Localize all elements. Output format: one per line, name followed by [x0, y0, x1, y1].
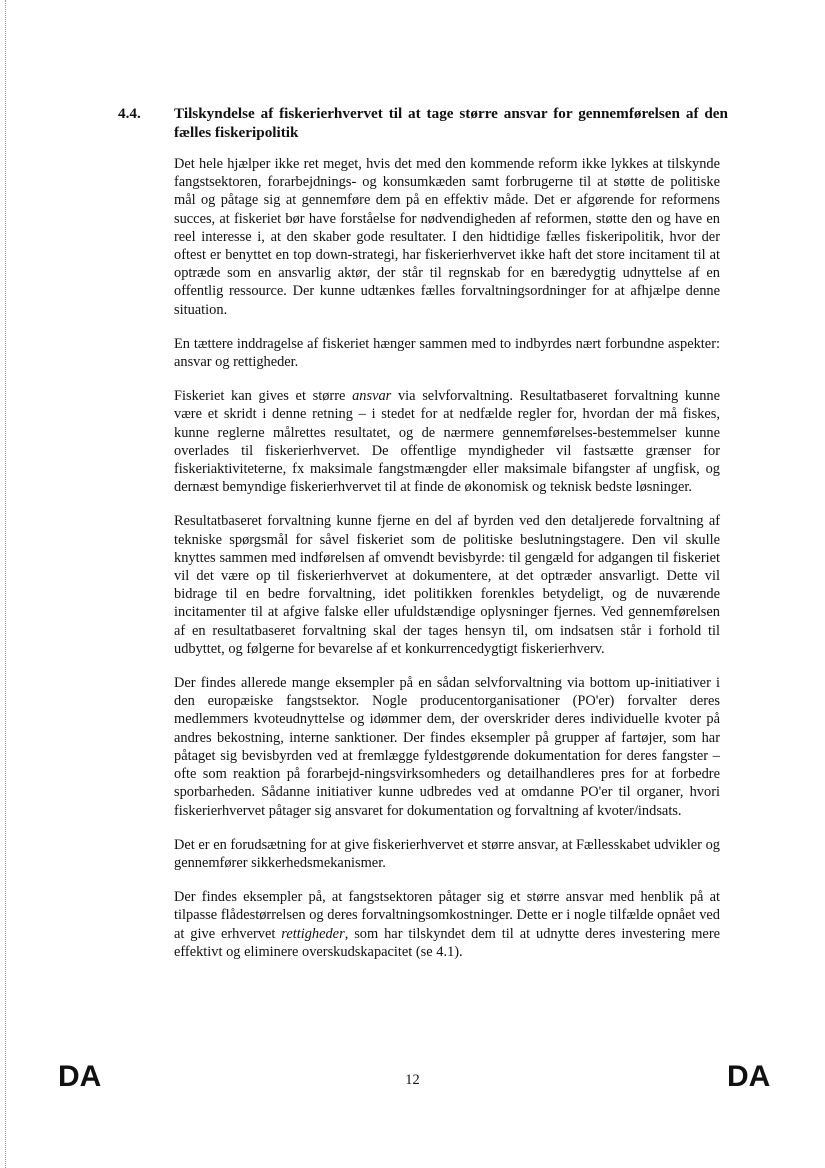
- document-body: [174, 155, 720, 977]
- section-heading: [118, 104, 728, 142]
- paragraph-text: Der findes eksempler på, at fangstsektoren påtager sig et større ansvar med henblik på at tilpasse flådestørrelsen og deres forvaltningsomkostninger. Dette er i nogle tilfælde opnået ved at give erhvervet: [174, 889, 720, 942]
- paragraph-text: Det hele hjælper ikke ret meget, hvis det med den kommende reform ikke lykkes at tilskynde fangstsektoren, forarbejdnings- og konsumkæden samt forbrugerne til at støtte de politiske mål og påtage sig at gennemføre dem på en effektiv måde. Det er afgørende for reformens succes, at fiskeriet bør have forståelse for nødvendigheden af reformen, støtte den og have en reel interesse i, at den skaber gode resultater. I den hidtidige fælles fiskeripolitik, hvor der oftest er benyttet en top down-strategi, har fiskerierhvervet ikke haft det store incitament til at optræde som en ansvarlig aktør, der står til regnskab for en bæredygtig udnyttelse af en offentlig ressource. Der kunne udtænkes fælles forvaltningsordninger for at afhjælpe denne situation.: [174, 156, 720, 318]
- paragraph-6: [174, 836, 720, 872]
- paragraph-1: [174, 155, 720, 319]
- paragraph-text: Fiskeriet kan gives et større: [174, 388, 353, 405]
- paragraph-text: , som har tilskyndet dem til at udnytte deres investering mere effektivt og eliminere overskudskapacitet (se 4.1).: [174, 925, 720, 960]
- section-number: 4.4.: [118, 105, 141, 122]
- paragraph-3: [174, 387, 720, 496]
- page-edge-line: [5, 0, 6, 1168]
- emphasis-rettigheder: rettigheder: [281, 925, 345, 942]
- paragraph-text: Der findes allerede mange eksempler på en sådan selvforvaltning via bottom up-initiativer i den europæiske fangstsektor. Nogle producentorganisationer (PO'er) forvalter deres medlemmers kvoteudnyttelse og idømmer dem, der overskrider deres individuelle kvoter på andres bekostning, interne sanktioner. Der findes eksempler på grupper af fartøjer, som har påtaget sig bevisbyrden ved at fremlægge fyldestgørende dokumentation for deres fangster – ofte som reaktion på forarbejd-ningsvirksomheders og detailhandleres pres for at forbedre sporbarheden. Sådanne initiativer kunne udbredes ved at omdanne PO'er til organer, hvori fiskerierhvervet påtager sig ansvaret for dokumentation og forvaltning af kvoter/indsats.: [174, 675, 720, 819]
- emphasis-ansvar: ansvar: [352, 388, 392, 405]
- page-number: 12: [405, 1072, 420, 1088]
- paragraph-text: via selvforvaltning. Resultatbaseret forvaltning kunne være et skridt i denne retning – i stedet for at nedfælde regler for, hvordan der må fiskes, kunne reglerne målrettes resultatet, og de nærmere gennemførelses-bestemmelser kunne overlades til fiskerierhvervet. De offentlige myndigheder vil fastsætte grænser for fiskeriaktiviteterne, fx maksimale fangstmængder eller maksimale bifangster af ungfisk, og dernæst bemyndige fiskerierhvervet til at finde de økonomisk og teknisk bedste løsninger.: [174, 388, 721, 496]
- paragraph-text: Resultatbaseret forvaltning kunne fjerne en del af byrden ved den detaljerede forvaltning af tekniske spørgsmål for såvel fiskeriet som de politiske beslutningstagere. Den vil skulle knyttes sammen med indførelsen af omvendt bevisbyrde: til gengæld for adgangen til fiskeriet vil det være op til fiskerierhvervet at dokumentere, at det optræder ansvarligt. Dette vil bidrage til en bedre forvaltning, idet politikken forenkles betydeligt, og de nuværende incitamenter til at afgive falske eller ufuldstændige oplysninger fjernes. Ved gennemførelsen af en resultatbaseret forvaltning skal der tages hensyn til, om indsatsen står i forhold til udbyttet, og følgerne for bevarelse af et konkurrencedygtigt fiskerierhverv.: [174, 513, 720, 657]
- paragraph-4: [174, 512, 720, 658]
- paragraph-5: [174, 674, 720, 820]
- section-title: Tilskyndelse af fiskerierhvervet til at tage større ansvar for gennemførelsen af den fælles fiskeripolitik: [174, 105, 728, 141]
- footer-language-code-right: DA: [727, 1060, 771, 1093]
- paragraph-text: En tættere inddragelse af fiskeriet hænger sammen med to indbyrdes nært forbundne aspekter: ansvar og rettigheder.: [174, 335, 720, 371]
- paragraph-7: [174, 888, 720, 961]
- footer-language-code-left: DA: [58, 1060, 102, 1093]
- paragraph-2: [174, 335, 720, 371]
- paragraph-text: Det er en forudsætning for at give fiskerierhvervet et større ansvar, at Fællesskabet udvikler og gennemfører sikkerhedsmekanismer.: [174, 836, 720, 871]
